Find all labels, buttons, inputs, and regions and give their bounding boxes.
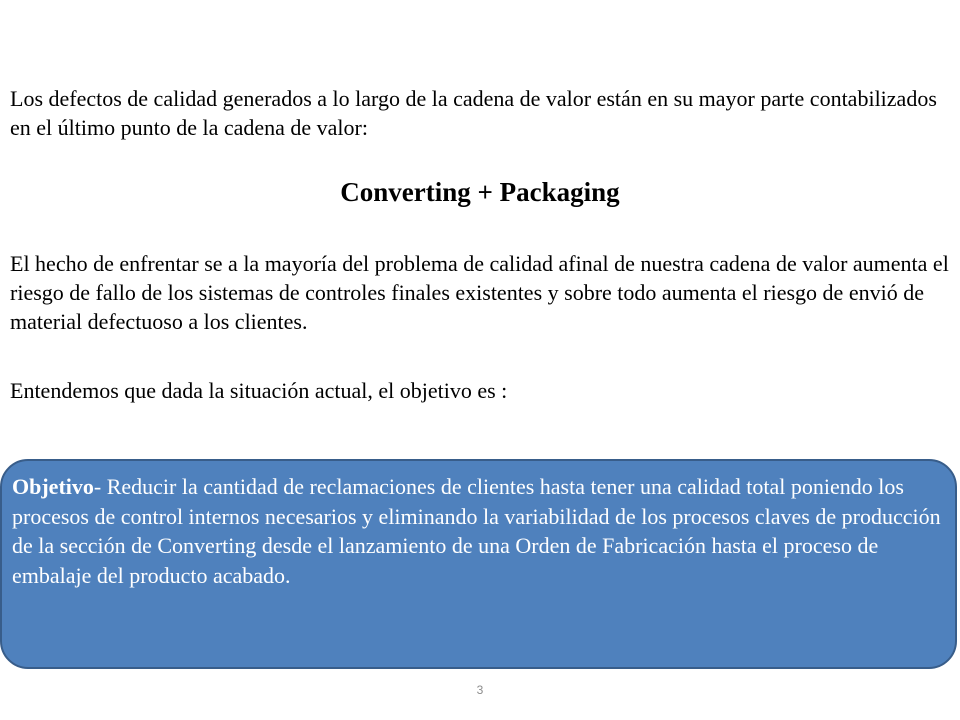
objective-box: [0, 459, 957, 669]
page-number: 3: [476, 683, 484, 697]
intro-paragraph: Los defectos de calidad generados a lo largo de la cadena de valor están en su mayor parte contabilizados en el último punto de la cadena de valor:: [10, 86, 937, 140]
objective-text: [12, 472, 957, 590]
section-heading: Converting + Packaging: [340, 177, 620, 207]
objective-body: - Reducir la cantidad de reclamaciones de clientes hasta tener una calidad total poniendo los procesos de control internos necesarios y eliminando la variabilidad de los procesos claves de producción de la sección de Converting desde el lanzamiento de una Orden de Fabricación hasta el proceso de embalaje del producto acabado.: [12, 474, 941, 588]
lead-in-paragraph: Entendemos que dada la situación actual, el objetivo es :: [10, 378, 508, 403]
objective-label: Objetivo: [12, 474, 94, 499]
risk-paragraph: El hecho de enfrentar se a la mayoría del problema de calidad afinal de nuestra cadena de valor aumenta el riesgo de fallo de los sistemas de controles finales existentes y sobre todo aumenta el riesgo de envió de material defectuoso a los clientes.: [10, 251, 949, 334]
